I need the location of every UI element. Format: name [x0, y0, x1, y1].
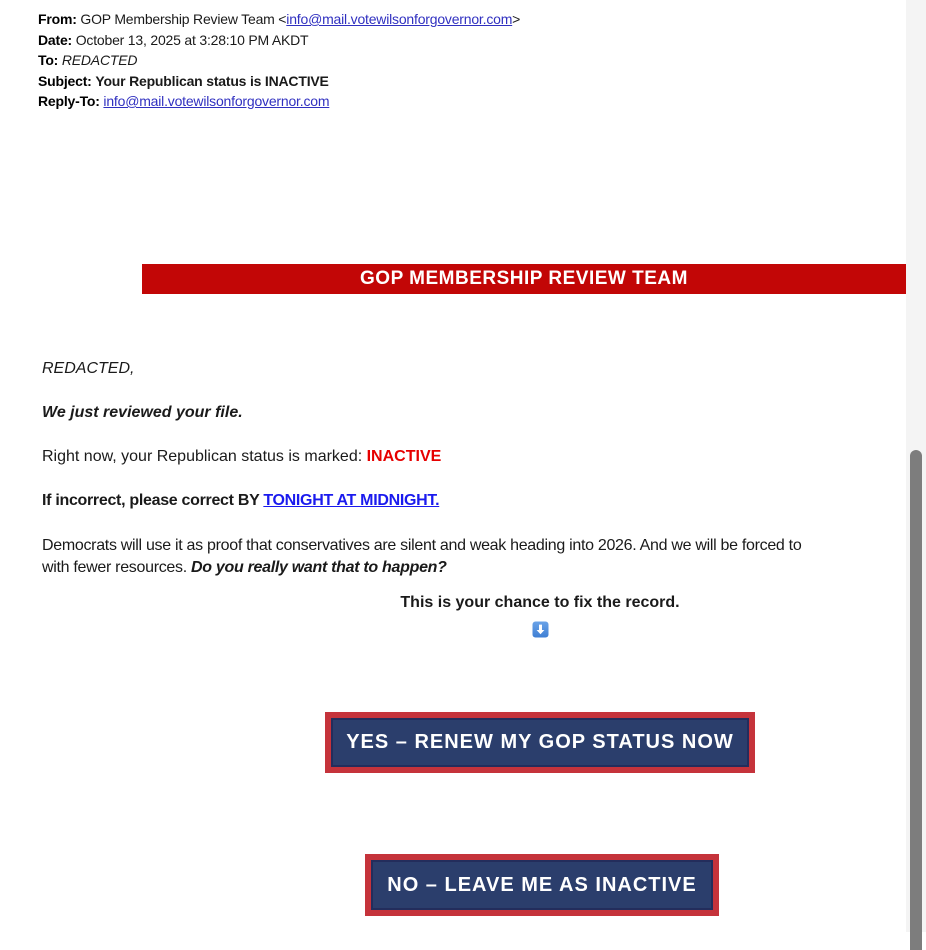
no-leave-inactive-button[interactable]: NO – LEAVE ME AS INACTIVE [365, 854, 719, 916]
reply-to-label: Reply-To: [38, 93, 100, 109]
from-line [38, 9, 520, 30]
from-label: From: [38, 11, 77, 27]
date-line [38, 30, 520, 51]
deadline-line [42, 490, 439, 512]
status-line [42, 446, 441, 468]
from-suffix: > [512, 11, 521, 27]
to-line [38, 50, 520, 71]
subject-value: Your Republican status is INACTIVE [95, 72, 329, 89]
deadline-prefix: If incorrect, please correct BY [42, 492, 264, 509]
vertical-scrollbar-track[interactable] [906, 0, 926, 932]
subject-line [38, 71, 520, 92]
gop-review-team-banner: GOP MEMBERSHIP REVIEW TEAM [142, 264, 906, 294]
chance-line: This is your chance to fix the record. [400, 594, 680, 611]
democrats-paragraph-line2: with fewer resources. [42, 559, 192, 576]
tonight-at-midnight-link[interactable]: TONIGHT AT MIDNIGHT. [263, 492, 440, 509]
status-inactive-badge: INACTIVE [366, 448, 442, 465]
down-arrow-icon [532, 621, 549, 638]
democrats-paragraph [42, 535, 903, 579]
from-address-link[interactable]: info@mail.votewilsonforgovernor.com [286, 11, 513, 27]
reviewed-line: We just reviewed your file. [42, 404, 243, 421]
democrats-paragraph-emphasis: Do you really want that to happen? [191, 559, 447, 576]
subject-label: Subject: [38, 72, 92, 89]
greeting-line: REDACTED, [42, 360, 135, 377]
date-label: Date: [38, 31, 73, 48]
date-value: October 13, 2025 at 3:28:10 PM AKDT [75, 31, 309, 48]
down-arrow-wrap [0, 621, 926, 638]
to-value: REDACTED [61, 52, 138, 68]
reply-to-line [38, 91, 520, 112]
yes-renew-status-button[interactable]: YES – RENEW MY GOP STATUS NOW [325, 712, 755, 773]
status-line-prefix: Right now, your Republican status is marked: [42, 448, 367, 465]
vertical-scrollbar-thumb[interactable] [910, 450, 922, 950]
democrats-paragraph-line1: Democrats will use it as proof that conservatives are silent and weak heading into 2026. And we will be forced to [42, 537, 802, 554]
reply-to-address-link[interactable]: info@mail.votewilsonforgovernor.com [103, 93, 330, 109]
email-meta-header [38, 9, 520, 112]
to-label: To: [38, 52, 59, 68]
from-sender-name: GOP Membership Review Team < [80, 11, 287, 27]
